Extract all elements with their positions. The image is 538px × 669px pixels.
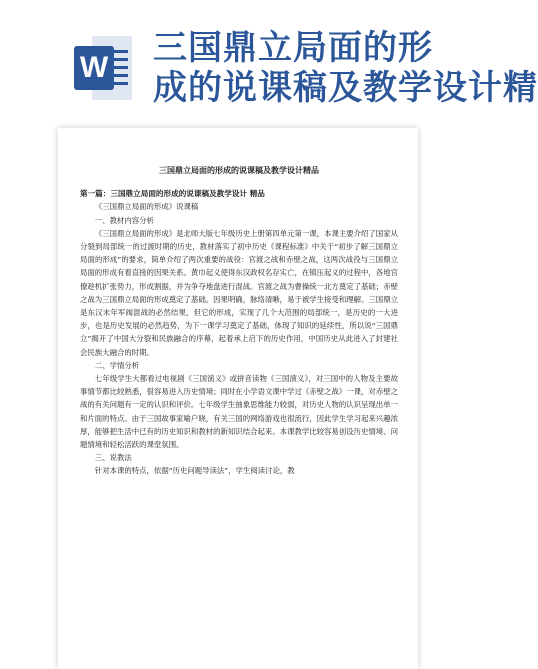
document-title: 三国鼎立局面的形成的说课稿及教学设计精品 [159,166,319,175]
banner-title-line1: 三国鼎立局面的形 [153,28,433,68]
document-banner [0,0,538,118]
document-content [80,164,398,478]
section-heading-student-analysis: 二、学情分析 [94,360,140,370]
word-document-icon [74,36,132,100]
section-heading-textbook-analysis: 一、教材内容分析 [94,215,154,225]
word-icon-badge: W [74,46,114,90]
paragraph-textbook-analysis: 《三国鼎立局面的形成》是北师大版七年级历史上册第四单元第一课，本课主要介绍了国家从分裂到局部统一的过渡时期的历史，教材落实了初中历史《课程标准》中关于“初步了解三国鼎立局面的形成”的要求，简单介绍了两次重要的战役：官渡之战和赤壁之战，这两次战役与三国鼎立局面的形成有着直接的因果关系。黄巾起义使得东汉政权名存实亡，在镇压起义的过程中，各地官僚趁机扩张势力，形成割据，并为争夺地盘进行混战。官渡之战为曹操统一北方奠定了基础；赤壁之战为三国鼎立局面的形成奠定了基础。因果明确，脉络清晰，易于被学生接受和理解。三国鼎立是东汉末年军阀混战的必然结果，但它的形成，实现了几个大范围的局部统一，是历史的一大进步，也是历史发展的必然趋势，为下一课学习奠定了基础，体现了知识的延续性，所以说“三国鼎立”揭开了中国大分裂和民族融合的序幕，起着承上启下的历史作用，中国历史从此进入了封建社会民族大融合的时期。 [80,228,398,357]
paragraph-teaching-method: 针对本课的特点，依据“历史问题导读法”，学生阅读讨论，教 [94,466,295,476]
section-heading-teaching-method: 三、说教法 [94,453,132,463]
document-page [58,128,418,669]
document-subtitle: 《三国鼎立局面的形成》说课稿 [94,202,199,212]
banner-title-line2: 成的说课稿及教学设计精 [153,68,538,108]
part-heading: 第一篇：三国鼎立局面的形成的说课稿及教学设计 精品 [80,189,265,199]
paragraph-student-analysis: 七年级学生大都看过电视剧《三国演义》或拼音读物《三国演义》，对三国中的人物及主要故事情节都比较熟悉，很容易进入历史情境；同时在小学语文课中学过《赤壁之战》一课，对赤壁之战的有关问题有一定的认识和评价。七年级学生抽象思维能力较弱，对历史人物的认识呈现出单一和片面的特点。由于三国故事家喻户晓，有关三国的网络游戏也很流行，因此学生学习起来兴趣浓厚，能够把生活中已有的历史知识和教材的新知识结合起来。本课教学比较容易创设历史情境、问题情境和轻松活跃的课堂氛围。 [80,374,398,450]
banner-title [153,28,538,108]
